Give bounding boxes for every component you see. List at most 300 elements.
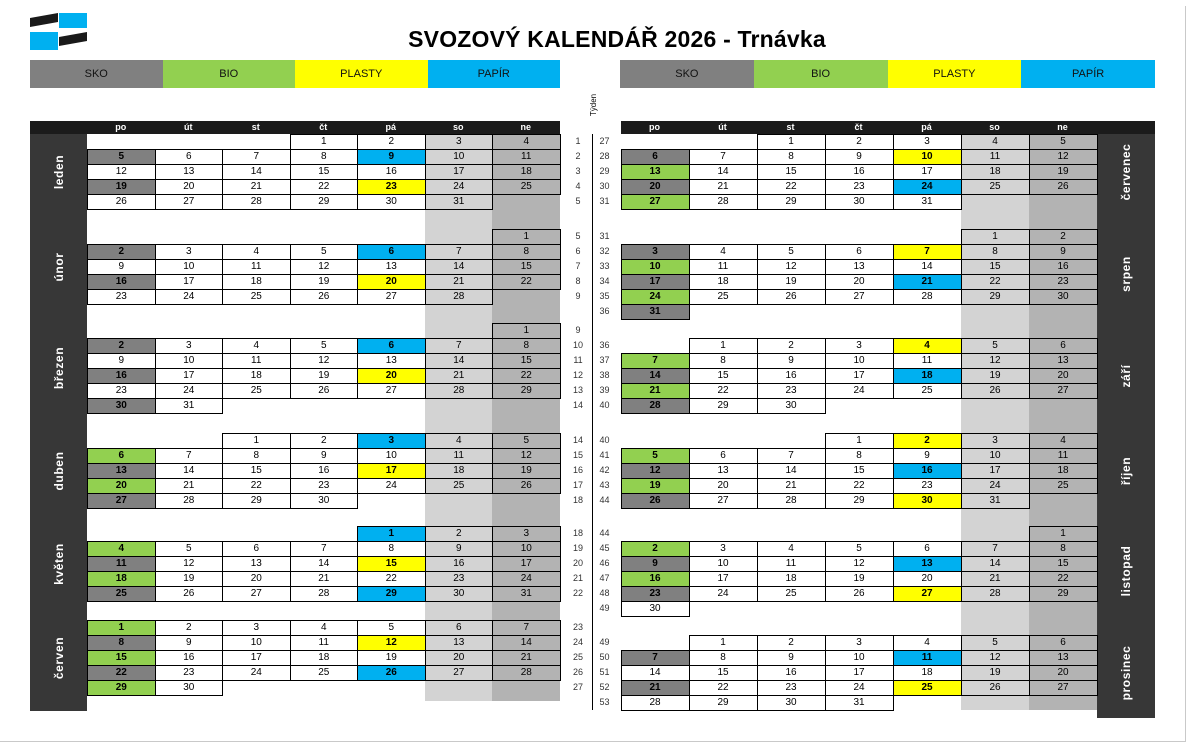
day-cell: 5 [358, 621, 426, 636]
day-cell: 23 [155, 666, 223, 681]
page-title: SVOZOVÝ KALENDÁŘ 2026 - Trnávka [408, 26, 826, 52]
day-cell: 26 [88, 195, 156, 210]
day-cell: 15 [825, 464, 893, 479]
empty-cell [1029, 602, 1097, 617]
day-cell: 10 [493, 542, 561, 557]
day-cell: 22 [757, 180, 825, 195]
empty-cell [425, 494, 493, 509]
empty-cell [961, 305, 1029, 320]
day-header-cell: st [786, 122, 795, 132]
day-cell: 30 [425, 587, 493, 602]
day-cell: 17 [425, 165, 493, 180]
day-cell: 6 [155, 150, 223, 165]
week-number: 21 [572, 573, 583, 583]
day-cell: 20 [155, 180, 223, 195]
day-cell-sko: 2 [88, 339, 156, 354]
day-cell-sko: 11 [88, 557, 156, 572]
day-cell-bio: 24 [621, 290, 689, 305]
day-cell: 5 [961, 339, 1029, 354]
day-cell: 5 [493, 434, 561, 449]
day-cell: 7 [290, 542, 358, 557]
empty-cell [88, 434, 156, 449]
month-table-březen [87, 323, 561, 414]
day-cell: 2 [825, 135, 893, 150]
day-cell: 12 [493, 449, 561, 464]
day-cell-sko: 25 [88, 587, 156, 602]
day-cell: 18 [223, 275, 291, 290]
day-cell-sko: 27 [88, 494, 156, 509]
day-cell-bio: 18 [88, 572, 156, 587]
day-header-cell: pá [921, 122, 932, 132]
day-cell-sko: 19 [88, 180, 156, 195]
day-cell: 6 [825, 245, 893, 260]
day-cell: 20 [425, 651, 493, 666]
day-cell: 14 [155, 464, 223, 479]
day-cell: 16 [358, 165, 426, 180]
day-cell: 5 [757, 245, 825, 260]
day-cell: 12 [155, 557, 223, 572]
day-cell-plasty: 20 [358, 275, 426, 290]
empty-cell [223, 399, 291, 414]
day-cell: 3 [155, 245, 223, 260]
day-cell-sko: 23 [621, 587, 689, 602]
day-cell: 16 [825, 165, 893, 180]
day-cell: 10 [155, 260, 223, 275]
day-cell: 27 [358, 384, 426, 399]
day-cell: 29 [825, 494, 893, 509]
day-cell: 22 [290, 180, 358, 195]
empty-cell [155, 230, 223, 245]
day-cell: 18 [223, 369, 291, 384]
empty-cell [893, 230, 961, 245]
empty-cell [689, 527, 757, 542]
day-header-cell: út [718, 122, 727, 132]
day-cell: 1 [290, 135, 358, 150]
month-label: listopad [1118, 545, 1133, 597]
week-number: 49 [599, 603, 610, 613]
day-cell: 20 [893, 572, 961, 587]
day-cell: 22 [689, 384, 757, 399]
day-cell: 17 [825, 666, 893, 681]
month-label: říjen [1118, 456, 1133, 485]
day-cell: 14 [893, 260, 961, 275]
day-cell: 12 [290, 260, 358, 275]
legend-item-label: SKO [675, 68, 699, 80]
day-cell: 28 [961, 587, 1029, 602]
day-cell: 3 [825, 339, 893, 354]
day-cell: 25 [1029, 479, 1097, 494]
day-cell-bio: 1 [88, 621, 156, 636]
week-number: 25 [572, 652, 583, 662]
week-number: 31 [599, 231, 610, 241]
day-cell: 11 [1029, 449, 1097, 464]
day-cell: 4 [961, 135, 1029, 150]
sunday-band-left [492, 134, 560, 701]
day-cell: 7 [493, 621, 561, 636]
day-cell: 28 [493, 666, 561, 681]
day-cell: 15 [493, 354, 561, 369]
week-number: 49 [599, 637, 610, 647]
day-cell: 21 [689, 180, 757, 195]
day-cell: 21 [757, 479, 825, 494]
day-cell: 28 [893, 290, 961, 305]
month-label: prosinec [1118, 645, 1133, 700]
day-cell: 18 [961, 165, 1029, 180]
day-cell: 21 [425, 369, 493, 384]
day-cell: 31 [425, 195, 493, 210]
day-header-cell: pá [385, 122, 396, 132]
legend-item [428, 60, 561, 88]
day-cell-bio: 15 [88, 651, 156, 666]
day-cell: 12 [88, 165, 156, 180]
day-cell: 26 [290, 290, 358, 305]
day-cell: 11 [493, 150, 561, 165]
legend-item-label: BIO [811, 68, 831, 80]
month-label-column-left [30, 121, 87, 711]
day-cell: 27 [425, 666, 493, 681]
day-cell: 11 [961, 150, 1029, 165]
day-cell-papir: 9 [358, 150, 426, 165]
day-cell: 26 [961, 384, 1029, 399]
day-cell-bio: 19 [621, 479, 689, 494]
day-cell: 4 [223, 339, 291, 354]
day-cell: 30 [757, 399, 825, 414]
day-cell: 17 [155, 275, 223, 290]
day-cell: 2 [757, 339, 825, 354]
empty-cell [155, 324, 223, 339]
day-cell: 11 [689, 260, 757, 275]
day-cell: 27 [689, 494, 757, 509]
day-cell: 1 [493, 324, 561, 339]
day-cell: 13 [223, 557, 291, 572]
day-cell: 25 [290, 666, 358, 681]
day-cell: 30 [757, 696, 825, 711]
municipality-flag-logo [30, 13, 87, 51]
day-cell: 13 [155, 165, 223, 180]
day-cell: 10 [825, 651, 893, 666]
day-cell: 24 [425, 180, 493, 195]
day-cell-plasty: 30 [893, 494, 961, 509]
month-table-srpen [621, 229, 1098, 320]
day-cell: 3 [825, 636, 893, 651]
day-cell: 9 [757, 354, 825, 369]
empty-cell [358, 324, 426, 339]
day-cell: 20 [689, 479, 757, 494]
week-number: 52 [599, 682, 610, 692]
day-cell: 3 [223, 621, 291, 636]
day-cell-papir: 13 [893, 557, 961, 572]
day-cell: 7 [689, 150, 757, 165]
empty-cell [757, 434, 825, 449]
month-label: duben [51, 451, 66, 490]
week-number: 28 [599, 151, 610, 161]
week-number: 14 [572, 400, 583, 410]
month-label: leden [51, 154, 66, 189]
empty-cell [1029, 305, 1097, 320]
week-number: 5 [575, 231, 581, 241]
empty-cell [1029, 696, 1097, 711]
month-table-červenec [621, 134, 1098, 210]
week-number: 43 [599, 480, 610, 490]
day-cell: 27 [358, 290, 426, 305]
week-number: 46 [599, 558, 610, 568]
day-header-cell: po [649, 122, 660, 132]
empty-cell [893, 399, 961, 414]
day-cell: 31 [825, 696, 893, 711]
day-cell: 1 [689, 339, 757, 354]
day-cell: 20 [223, 572, 291, 587]
day-cell-sko: 31 [621, 305, 689, 320]
week-number: 35 [599, 291, 610, 301]
day-cell: 17 [493, 557, 561, 572]
day-cell: 22 [358, 572, 426, 587]
day-cell: 1 [689, 636, 757, 651]
day-cell: 24 [223, 666, 291, 681]
week-number: 40 [599, 435, 610, 445]
legend-right [620, 60, 1155, 88]
day-cell: 8 [290, 150, 358, 165]
day-cell-sko: 2 [88, 245, 156, 260]
day-cell: 19 [155, 572, 223, 587]
day-cell: 29 [689, 399, 757, 414]
day-cell: 14 [493, 636, 561, 651]
day-cell: 4 [893, 636, 961, 651]
legend-item [1021, 60, 1155, 88]
day-cell-sko: 12 [621, 464, 689, 479]
empty-cell [621, 230, 689, 245]
day-cell: 16 [155, 651, 223, 666]
day-cell-papir: 1 [358, 527, 426, 542]
week-number: 18 [572, 495, 583, 505]
header-spacer [30, 121, 87, 134]
day-cell: 18 [290, 651, 358, 666]
day-cell: 10 [689, 557, 757, 572]
week-number: 7 [575, 261, 581, 271]
day-cell-sko: 3 [621, 245, 689, 260]
day-cell: 7 [961, 542, 1029, 557]
day-cell: 26 [290, 384, 358, 399]
day-cell: 29 [689, 696, 757, 711]
day-cell: 21 [290, 572, 358, 587]
empty-cell [425, 681, 493, 696]
legend-item-label: BIO [219, 68, 239, 80]
empty-cell [223, 230, 291, 245]
day-cell: 16 [425, 557, 493, 572]
week-number: 44 [599, 495, 610, 505]
day-cell: 19 [757, 275, 825, 290]
day-cell: 23 [893, 479, 961, 494]
week-number: 13 [572, 385, 583, 395]
day-cell-plasty: 27 [893, 587, 961, 602]
empty-cell [358, 230, 426, 245]
week-number: 50 [599, 652, 610, 662]
day-cell: 30 [290, 494, 358, 509]
day-cell: 10 [223, 636, 291, 651]
day-cell: 13 [689, 464, 757, 479]
day-cell: 13 [825, 260, 893, 275]
day-cell: 24 [155, 290, 223, 305]
day-cell: 18 [893, 666, 961, 681]
day-cell: 13 [358, 354, 426, 369]
day-cell-sko: 16 [88, 275, 156, 290]
day-cell: 23 [757, 384, 825, 399]
day-cell: 19 [961, 666, 1029, 681]
day-cell: 18 [689, 275, 757, 290]
day-cell: 6 [1029, 636, 1097, 651]
day-cell: 19 [1029, 165, 1097, 180]
day-cell-sko: 26 [621, 494, 689, 509]
day-cell: 8 [689, 354, 757, 369]
week-number: 12 [572, 370, 583, 380]
day-cell-sko: 5 [88, 150, 156, 165]
day-cell: 2 [425, 527, 493, 542]
week-number: 15 [572, 450, 583, 460]
day-cell: 4 [689, 245, 757, 260]
day-cell: 27 [155, 195, 223, 210]
week-number: 38 [599, 370, 610, 380]
day-cell: 31 [961, 494, 1029, 509]
day-cell-bio: 21 [621, 384, 689, 399]
legend-item [295, 60, 428, 88]
day-cell: 29 [290, 195, 358, 210]
day-cell: 19 [493, 464, 561, 479]
day-cell: 11 [893, 354, 961, 369]
empty-cell [290, 681, 358, 696]
day-cell: 23 [425, 572, 493, 587]
day-cell: 14 [290, 557, 358, 572]
day-cell: 26 [961, 681, 1029, 696]
day-cell: 9 [1029, 245, 1097, 260]
day-cell: 15 [493, 260, 561, 275]
day-cell: 7 [223, 150, 291, 165]
month-table-říjen [621, 433, 1098, 509]
day-cell-bio: 2 [621, 542, 689, 557]
empty-cell [689, 305, 757, 320]
day-cell: 14 [425, 260, 493, 275]
day-cell: 17 [825, 369, 893, 384]
week-number: 5 [575, 196, 581, 206]
day-cell-bio: 20 [88, 479, 156, 494]
day-cell: 3 [893, 135, 961, 150]
day-cell-papir: 18 [893, 369, 961, 384]
empty-cell [425, 399, 493, 414]
day-cell: 8 [358, 542, 426, 557]
empty-cell [493, 681, 561, 696]
day-cell-papir: 24 [893, 180, 961, 195]
day-cell-papir: 29 [358, 587, 426, 602]
day-cell: 5 [155, 542, 223, 557]
month-label: září [1118, 363, 1133, 388]
empty-cell [223, 681, 291, 696]
day-cell: 5 [1029, 135, 1097, 150]
empty-cell [290, 230, 358, 245]
day-cell: 9 [757, 651, 825, 666]
day-cell: 26 [1029, 180, 1097, 195]
week-number: 1 [575, 136, 581, 146]
day-cell: 4 [1029, 434, 1097, 449]
day-cell: 17 [155, 369, 223, 384]
day-header-left [30, 121, 560, 134]
day-cell: 2 [757, 636, 825, 651]
day-cell: 14 [425, 354, 493, 369]
day-cell: 18 [1029, 464, 1097, 479]
day-cell-plasty: 15 [358, 557, 426, 572]
empty-cell [358, 494, 426, 509]
empty-cell [493, 494, 561, 509]
day-cell: 7 [757, 449, 825, 464]
empty-cell [621, 434, 689, 449]
empty-cell [893, 305, 961, 320]
empty-cell [88, 230, 156, 245]
day-cell: 28 [425, 384, 493, 399]
day-cell: 15 [290, 165, 358, 180]
month-table-únor [87, 229, 561, 305]
day-cell-sko: 21 [621, 681, 689, 696]
empty-cell [88, 135, 156, 150]
week-number: 37 [599, 355, 610, 365]
legend-item-label: PAPÍR [477, 68, 510, 80]
day-cell: 12 [290, 354, 358, 369]
empty-cell [621, 527, 689, 542]
day-cell: 19 [290, 275, 358, 290]
month-label: červenec [1118, 143, 1133, 200]
day-cell: 8 [493, 339, 561, 354]
day-cell: 5 [290, 245, 358, 260]
empty-cell [825, 399, 893, 414]
day-cell: 24 [358, 479, 426, 494]
day-cell: 19 [961, 369, 1029, 384]
month-label-column-right [1097, 121, 1155, 718]
day-cell: 3 [155, 339, 223, 354]
day-cell: 14 [961, 557, 1029, 572]
day-cell: 1 [757, 135, 825, 150]
day-cell: 26 [825, 587, 893, 602]
day-cell-sko: 8 [88, 636, 156, 651]
day-cell: 25 [689, 290, 757, 305]
day-cell: 28 [155, 494, 223, 509]
week-number: 47 [599, 573, 610, 583]
month-table-září [621, 338, 1098, 414]
empty-cell [1029, 195, 1097, 210]
day-cell: 9 [155, 636, 223, 651]
day-cell-plasty: 10 [893, 150, 961, 165]
day-cell-sko: 14 [621, 369, 689, 384]
day-header-cell: so [452, 122, 464, 132]
day-header-right [621, 121, 1155, 134]
week-number: 26 [572, 667, 583, 677]
week-number: 2 [575, 151, 581, 161]
week-number: 30 [599, 181, 610, 191]
empty-cell [689, 230, 757, 245]
legend-item-label: PLASTY [340, 68, 383, 80]
day-cell-sko: 20 [621, 180, 689, 195]
day-cell-plasty: 23 [358, 180, 426, 195]
day-cell-sko: 22 [88, 666, 156, 681]
day-cell-sko: 16 [88, 369, 156, 384]
day-cell-sko: 17 [621, 275, 689, 290]
empty-cell [757, 527, 825, 542]
day-cell: 28 [689, 195, 757, 210]
empty-cell [757, 602, 825, 617]
empty-cell [358, 681, 426, 696]
day-cell: 7 [425, 339, 493, 354]
day-header-cell: čt [854, 122, 863, 132]
day-cell: 31 [155, 399, 223, 414]
day-cell: 17 [893, 165, 961, 180]
day-cell: 18 [757, 572, 825, 587]
day-cell: 22 [961, 275, 1029, 290]
day-cell: 28 [290, 587, 358, 602]
